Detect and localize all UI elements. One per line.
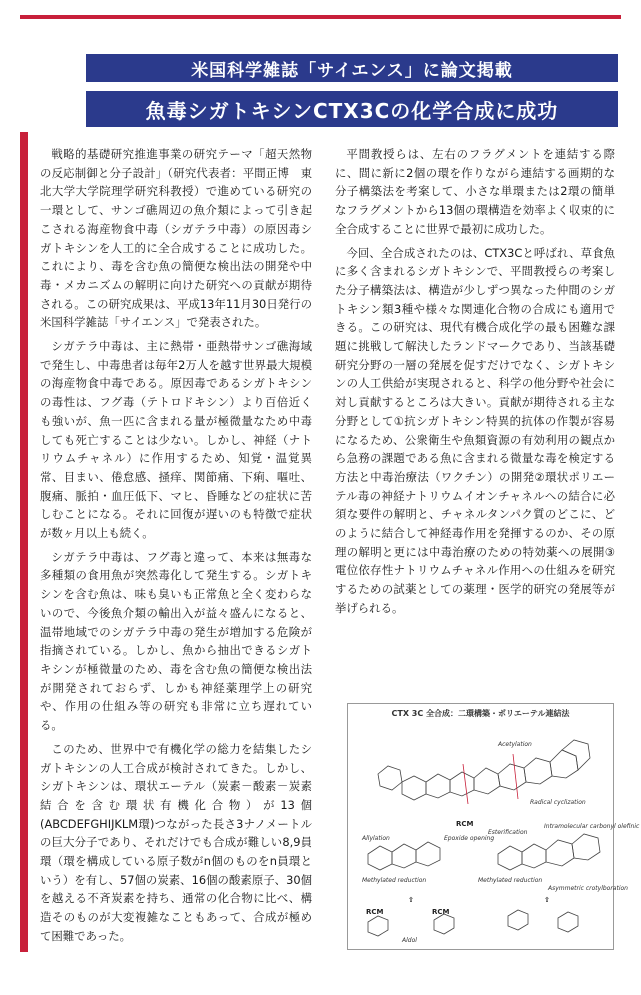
right-fragment [498, 834, 600, 870]
label-acetylation: Acetylation [498, 741, 532, 748]
synthesis-scheme-drawing [348, 704, 640, 949]
left-column [40, 145, 312, 951]
figure-title: CTX 3C 全合成：二環構築・ポリエーテル連結法 [391, 709, 570, 718]
label-methylated-reduction-left: Methylated reduction [362, 877, 427, 884]
page-title: 魚毒シガトキシンCTX3Cの化学合成に成功 [86, 91, 618, 127]
label-esterification: Esterification [488, 829, 528, 836]
paragraph: 戦略的基礎研究推進事業の研究テーマ「超天然物の反応制御と分子設計」（研究代表者：平間正博 東北大学大学院理学研究科教授）で進めている研究の一環として、サンゴ礁周辺の魚介類によって引き起こされる海産物食中毒（シガテラ中毒）の原因毒シガトキシンを人工的に全合成することに成功した。これにより、毒を含む魚の簡便な検出法の開発や中毒・メカニズムの解明に向けた研究への貢献が期待される。この研究成果は、平成13年11月30日発行の米国科学雑誌「サイエンス」で発表された。 [40, 147, 312, 330]
target-molecule [378, 740, 590, 800]
paragraph: シガテラ中毒は、フグ毒と違って、本来は無毒な多種類の食用魚が突然毒化して発生する。シガトキシンを含む魚は、味も臭いも正常魚と全く変わらないので、今後魚介類の輸出入が益々盛んになると、温帯地域でのシガテラ中毒の発生が増加する危険が指摘されている。しかし、魚から抽出できるシガトキシンが極微量のため、毒を含む魚の簡便な検出法が開発されておらず、しかも神経薬理学上の研究や、作用の仕組み等の研究も非常に立ち遅れている。 [40, 549, 312, 733]
category-banner: 米国科学雑誌「サイエンス」に論文掲載 [86, 54, 618, 82]
label-asymmetric-crotylboration: Asymmetric crotylboration [548, 885, 628, 892]
synthesis-figure [347, 703, 640, 950]
arrow-up-right: ⇧ [544, 896, 550, 904]
label-rcm-top: RCM [456, 820, 474, 828]
top-accent-rule [20, 15, 621, 19]
label-allylation: Allylation [362, 835, 390, 842]
label-radical-cyclization: Radical cyclization [530, 799, 586, 806]
right-column [335, 145, 615, 623]
paragraph: シガテラ中毒は、主に熱帯・亜熱帯サンゴ礁海域で発生し、中毒患者は毎年2万人を越す世界最大規模の海産物食中毒である。原因毒であるシガトキシンの毒性は、フグ毒（テトロドキシン）より百倍近くも強いが、魚一匹に含まれる量が極微量なため中毒しても死亡することは少ない。しかし、神経（ナトリウムチャネル）に作用するため、知覚・温覚異常、目まい、倦怠感、掻痒、関節痛、下痢、嘔吐、腹痛、脈拍・血圧低下、マヒ、昏睡などの症状に苦しむことになる。それに回復が遅いのも特徴で症状が数ヶ月以上も続く。 [40, 339, 312, 541]
paragraph: 今回、全合成されたのは、CTX3Cと呼ばれ、草食魚に多く含まれるシガトキシンで、平間教授らの考案した分子構築法は、構造が少しずつ異なった仲間のシガトキシン類3種や様々な関連化合物の合成にも適用できる。この研究は、現代有機合成化学の最も困難な課題に挑戦して解決したランドマークであり、当該基礎研究分野の一層の発展を促すだけでなく、シガトキシンの人工供給が実現されると、科学の他分野や社会に対し貢献するところは大きい。貢献が期待される主な分野として①抗シガトキシン特異的抗体の作製が容易になるため、公衆衛生や魚類資源の有効利用の観点から急務の課題である魚に含まれる微量な毒を検定する方法と中毒治療法（ワクチン）の開発②環状ポリエーテル毒の神経ナトリウムイオンチャネルへの結合に必須な要件の解明と、チャネルタンパク質のどこに、どのように結合して神経毒作用を発揮するのか、その原理の解明と更には中毒治療のための特効薬への展開③電位依存性ナトリウムチャネル作用への仕組みを研究するための試薬としての薬理・医学的研究の発展等が挙げられる。 [335, 245, 615, 615]
label-rcm-bottom-left: RCM [366, 908, 384, 916]
left-fragment [368, 842, 440, 870]
label-methylated-reduction-right: Methylated reduction [478, 877, 543, 884]
arrow-up-left: ⇧ [408, 896, 414, 904]
bond-cleavage-marks [463, 754, 518, 804]
label-rcm-bottom-mid: RCM [432, 908, 450, 916]
starting-fragments [368, 910, 578, 936]
label-epoxide-opening: Epoxide opening [444, 835, 495, 842]
label-aldol: Aldol [402, 937, 417, 944]
paragraph: このため、世界中で有機化学の総力を結集したシガトキシンの人工合成が検討されてきた。しかし、シガトキシンは、環状エーテル（炭素－酸素－炭素結合を含む環状有機化合物）が13個(ABCDEFGHIJKLM環)つながった長さ3ナノメートルの巨大分子であり、それだけでも合成が難しい8,9員環（環を構成している原子数がn個のものをn員環という）を有し、57個の炭素、16個の酸素原子、30個を越える不斉炭素を持ち、通常の化合物に比べ、構造そのものが大変複雑なこともあって、合成が極めて困難であった。 [40, 741, 312, 943]
left-accent-bar [20, 132, 28, 952]
paragraph: 平間教授らは、左右のフラグメントを連結する際に、間に新に2個の環を作りながら連結する画期的な分子構築法を考案して、小さな単環または2環の簡単なフラグメントから13個の環構造を効率よく収束的に全合成することに世界で最初に成功した。 [335, 147, 615, 236]
label-intramolecular: Intramolecular carbonyl olefinic [544, 823, 640, 830]
